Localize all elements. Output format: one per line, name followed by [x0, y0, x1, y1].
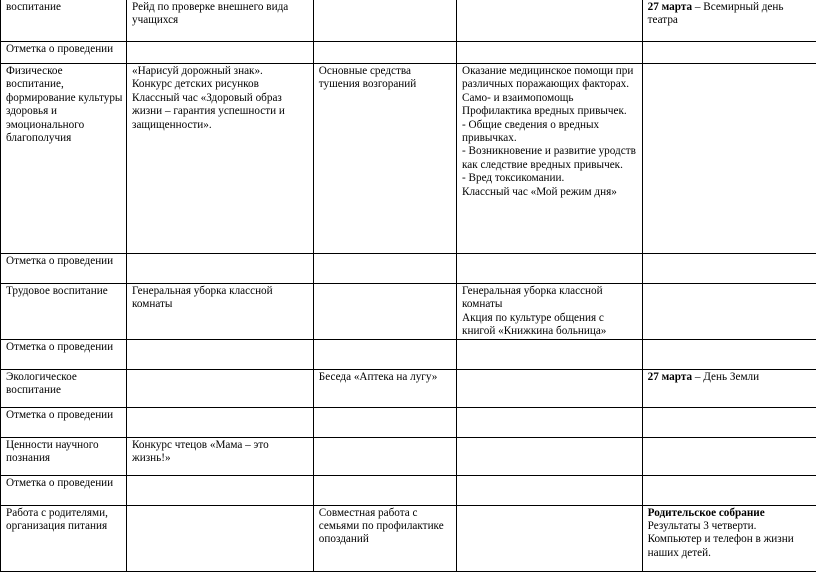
empty-cell	[127, 42, 314, 64]
empty-cell	[642, 42, 816, 64]
cell-text: Рейд по проверке внешнего вида учащихся	[132, 1, 310, 28]
date-highlight: Родительское собрание	[648, 507, 814, 520]
category-cell	[1, 369, 127, 407]
event-text: – День Земли	[692, 371, 759, 383]
activity-cell-1	[127, 64, 314, 254]
mark-label-cell	[1, 254, 127, 284]
empty-cell	[127, 339, 314, 369]
event-text: – Всемирный день театра	[648, 1, 784, 26]
mark-row	[1, 407, 816, 437]
cell-text: Основные средства тушения возгораний	[319, 65, 453, 92]
empty-cell	[642, 254, 816, 284]
activity-cell-3	[457, 505, 643, 571]
activity-cell-2	[313, 437, 456, 475]
date-highlight: 27 марта	[648, 1, 692, 13]
cell-text: Классный час «Мой режим дня»	[462, 186, 639, 199]
cell-text: - Возникновение и развитие уродств как следствие вредных привычек.	[462, 145, 639, 172]
activity-cell-1	[127, 505, 314, 571]
activity-cell-4	[642, 0, 816, 42]
empty-cell	[457, 475, 643, 505]
cell-text: Генеральная уборка классной комнаты	[462, 285, 639, 312]
table-row	[1, 437, 816, 475]
empty-cell	[313, 407, 456, 437]
empty-cell	[457, 254, 643, 284]
cell-text: воспитание	[6, 1, 123, 14]
mark-row	[1, 254, 816, 284]
activity-cell-4	[642, 437, 816, 475]
activity-cell-4	[642, 369, 816, 407]
mark-label-cell	[1, 407, 127, 437]
activity-cell-1	[127, 0, 314, 42]
mark-label-cell	[1, 475, 127, 505]
empty-cell	[313, 339, 456, 369]
empty-cell	[642, 339, 816, 369]
cell-text: Компьютер и телефон в жизни наших детей.	[648, 533, 814, 560]
empty-cell	[457, 407, 643, 437]
category-cell	[1, 437, 127, 475]
mark-label: Отметка о проведении	[6, 409, 113, 421]
activity-cell-2	[313, 369, 456, 407]
empty-cell	[313, 254, 456, 284]
cell-text: Акция по культуре общения с книгой «Книжкина больница»	[462, 312, 639, 339]
activity-cell-2	[313, 505, 456, 571]
table-row	[1, 369, 816, 407]
activity-cell-4	[642, 505, 816, 571]
cell-text: Экологическое воспитание	[6, 371, 123, 398]
cell-text: Ценности научного познания	[6, 439, 123, 466]
activity-cell-4	[642, 284, 816, 340]
activity-cell-4	[642, 64, 816, 254]
plan-table-body	[1, 0, 816, 571]
cell-text: Конкурс чтецов «Мама – это жизнь!»	[132, 439, 310, 466]
activity-cell-1	[127, 437, 314, 475]
table-row	[1, 284, 816, 340]
mark-label-cell	[1, 339, 127, 369]
mark-label: Отметка о проведении	[6, 255, 113, 267]
empty-cell	[127, 407, 314, 437]
activity-cell-1	[127, 369, 314, 407]
empty-cell	[313, 475, 456, 505]
mark-label: Отметка о проведении	[6, 341, 113, 353]
empty-cell	[642, 475, 816, 505]
activity-cell-2	[313, 0, 456, 42]
category-cell	[1, 505, 127, 571]
cell-text: Классный час «Здоровый образ жизни – гарантия успешности и защищенности».	[132, 92, 310, 132]
cell-text: Профилактика вредных привычек.	[462, 105, 639, 118]
cell-text: Трудовое воспитание	[6, 285, 123, 298]
activity-cell-2	[313, 284, 456, 340]
table-row	[1, 505, 816, 571]
cell-text: Результаты 3 четверти.	[648, 520, 814, 533]
cell-text: - Общие сведения о вредных привычках.	[462, 119, 639, 146]
cell-text: Оказание медицинское помощи при различных поражающих факторах. Само- и взаимопомощь	[462, 65, 639, 105]
empty-cell	[642, 407, 816, 437]
category-cell	[1, 284, 127, 340]
cell-text: Беседа «Аптека на лугу»	[319, 371, 453, 384]
activity-cell-3	[457, 369, 643, 407]
activity-cell-3	[457, 64, 643, 254]
table-row	[1, 0, 816, 42]
mark-label: Отметка о проведении	[6, 43, 113, 55]
cell-text: Физическое воспитание, формирование культуры здоровья и эмоционального благополучия	[6, 65, 123, 145]
empty-cell	[313, 42, 456, 64]
empty-cell	[457, 339, 643, 369]
mark-row	[1, 42, 816, 64]
empty-cell	[457, 42, 643, 64]
mark-row	[1, 339, 816, 369]
cell-text: Совместная работа с семьями по профилактике опозданий	[319, 507, 453, 547]
activity-cell-3	[457, 284, 643, 340]
empty-cell	[127, 254, 314, 284]
activity-cell-2	[313, 64, 456, 254]
activity-cell-3	[457, 0, 643, 42]
mark-label-cell	[1, 42, 127, 64]
cell-text: Генеральная уборка классной комнаты	[132, 285, 310, 312]
activity-cell-1	[127, 284, 314, 340]
cell-text: Работа с родителями, организация питания	[6, 507, 123, 534]
empty-cell	[127, 475, 314, 505]
category-cell	[1, 0, 127, 42]
date-highlight: 27 марта	[648, 371, 692, 383]
cell-text: «Нарисуй дорожный знак».	[132, 65, 310, 78]
cell-text: - Вред токсикомании.	[462, 172, 639, 185]
mark-row	[1, 475, 816, 505]
activity-cell-3	[457, 437, 643, 475]
category-cell	[1, 64, 127, 254]
cell-text: Конкурс детских рисунков	[132, 78, 310, 91]
mark-label: Отметка о проведении	[6, 477, 113, 489]
table-row	[1, 64, 816, 254]
